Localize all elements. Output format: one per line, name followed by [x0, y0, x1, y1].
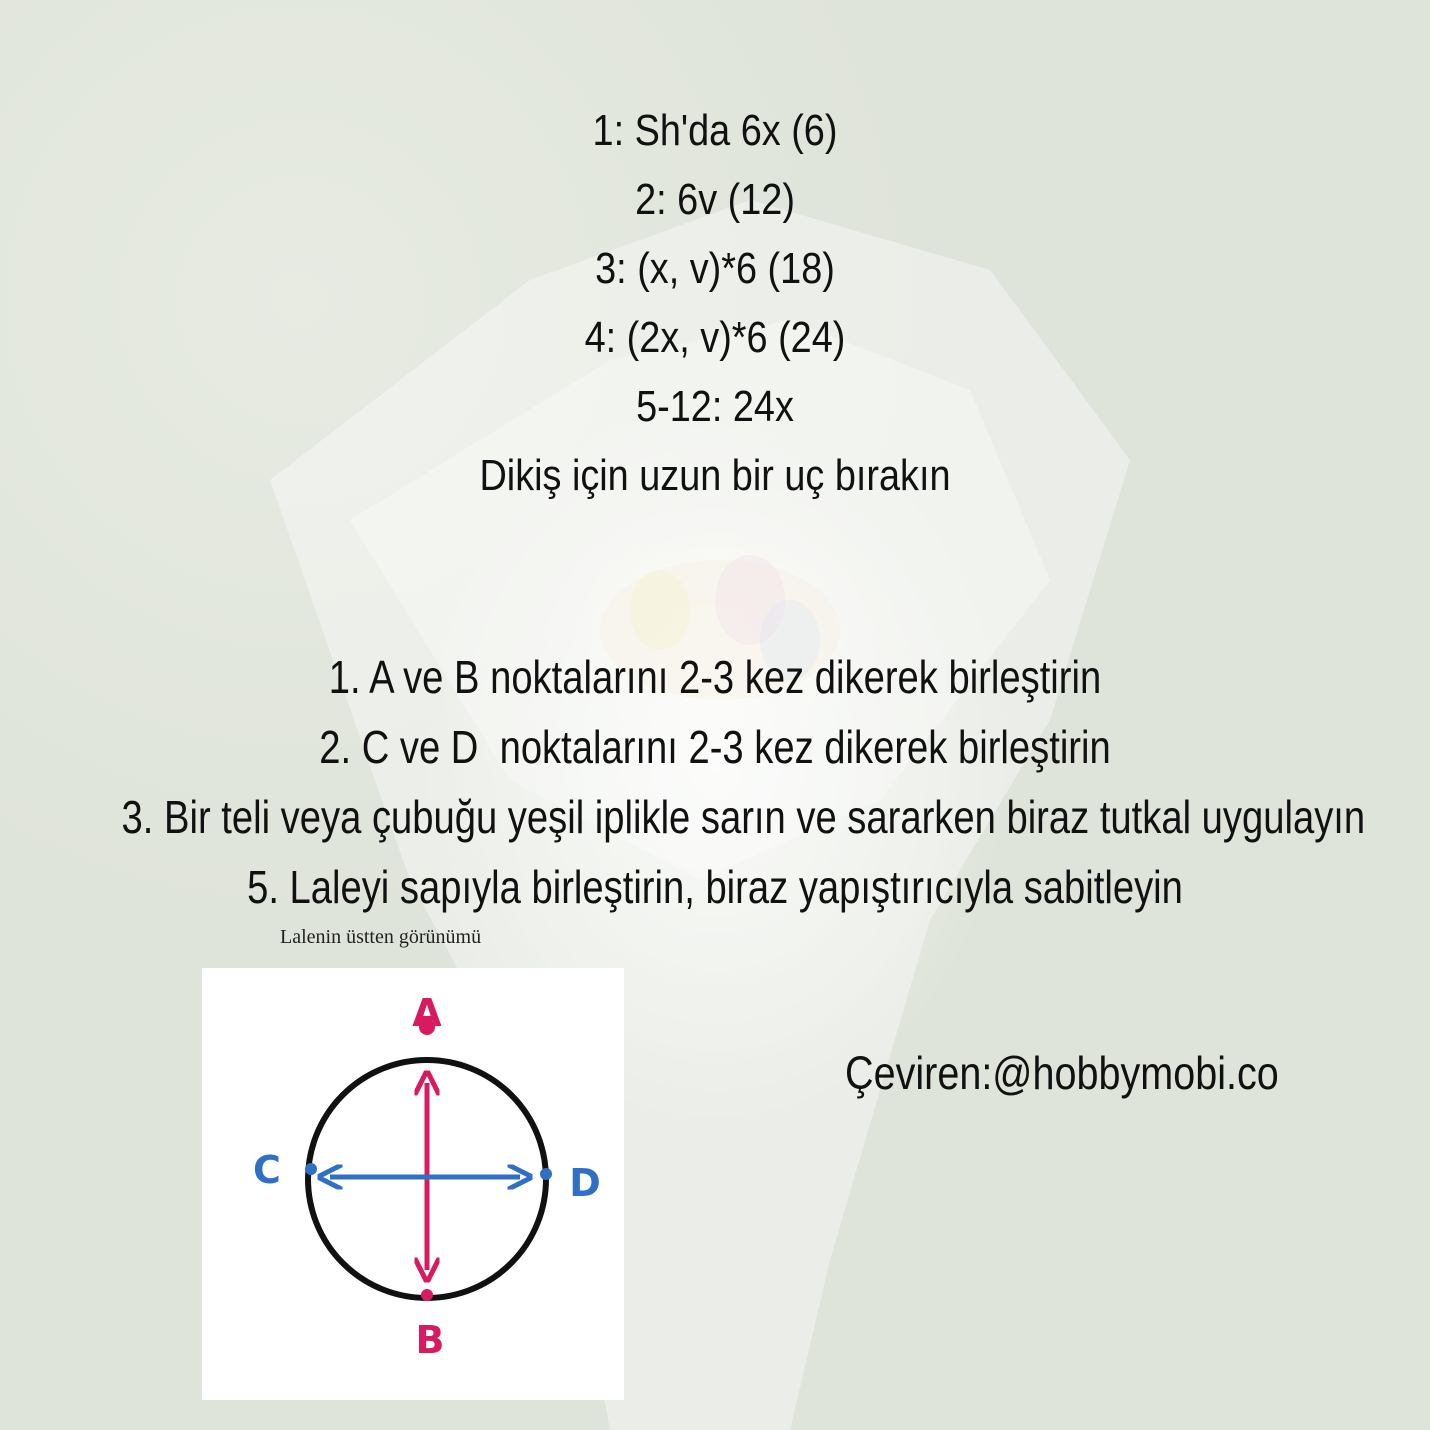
tulip-top-view-diagram	[202, 968, 624, 1400]
pattern-row: 2: 6v (12)	[635, 175, 795, 224]
pattern-row: 1: Sh'da 6x (6)	[592, 106, 838, 155]
point-d-dot	[540, 1168, 552, 1180]
pattern-note: Dikiş için uzun bir uç bırakın	[479, 451, 951, 500]
pattern-row: 5-12: 24x	[636, 382, 794, 431]
assembly-step: 3. Bir teli veya çubuğu yeşil iplikle sarın ve sararken biraz tutkal uygulayın	[121, 791, 1366, 843]
diagram-caption: Lalenin üstten görünümü	[280, 926, 482, 948]
point-b-dot	[421, 1289, 433, 1301]
pattern-rows	[100, 96, 1330, 510]
diagram-card	[202, 968, 624, 1400]
point-c-dot	[305, 1163, 317, 1175]
pattern-row: 4: (2x, v)*6 (24)	[584, 313, 846, 362]
assembly-step: 5. Laleyi sapıyla birleştirin, biraz yapıştırıcıyla sabitleyin	[247, 861, 1183, 913]
point-d-label: D	[569, 1161, 601, 1205]
assembly-steps	[121, 642, 1366, 922]
point-a-label: A	[412, 991, 442, 1035]
point-b-label: B	[415, 1318, 445, 1362]
point-c-label: C	[253, 1148, 281, 1192]
assembly-step: 2. C ve D noktalarını 2-3 kez dikerek birleştirin	[319, 721, 1111, 773]
assembly-step: 1. A ve B noktalarını 2-3 kez dikerek birleştirin	[328, 651, 1102, 703]
pattern-row: 3: (x, v)*6 (18)	[595, 244, 835, 293]
translator-credit: Çeviren:@hobbymobi.co	[845, 1047, 1279, 1099]
